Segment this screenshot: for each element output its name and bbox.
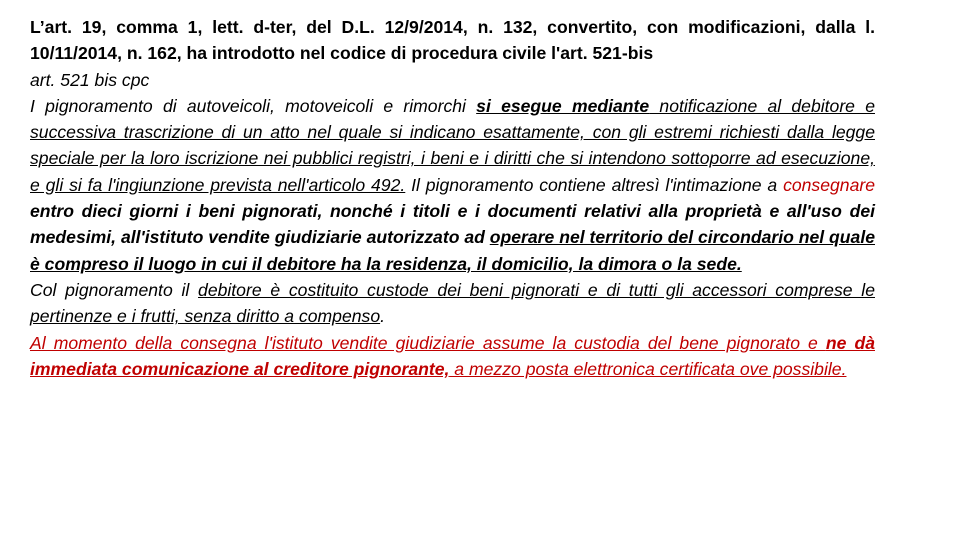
paragraph-intro: I pignoramento di autoveicoli, motoveicoli e rimorchi: [30, 95, 477, 116]
custode-underlined: debitore è costituito custode dei beni pignorati e di tutti gli accessori comprese le pertinenze e i frutti, senza diritto a compenso: [30, 279, 875, 327]
continuation-text: Il pignoramento contiene altresì l'intimazione a: [405, 174, 784, 195]
heading: L’art. 19, comma 1, lett. d-ter, del D.L. 12/9/2014, n. 132, convertito, con modificazioni, dalla l. 10/11/2014, n. 162, ha introdotto nel codice di procedura civile l'art. 521-bis: [30, 17, 875, 64]
paragraph-pignoramento: [30, 93, 875, 277]
keyword-consegnare: consegnare: [783, 174, 876, 195]
notification-text: notificazione al debitore e successiva trascrizione di un atto nel quale si indicano esattamente, con gli estremi richiesti dalla legge speciale per la loro iscrizione nei pubblici registri, i beni e i diritti che si intendono sottoporre ad esecuzione, e gli si fa l'ingiunzione prevista nell'articolo 492.: [30, 95, 875, 195]
bold-obligation-text: entro dieci giorni i beni pignorati, nonché i titoli e i documenti relativi alla proprietà e all'uso dei medesimi, all'istituto vendite giudiziarie autorizzato ad: [30, 201, 875, 248]
custode-intro: Col pignoramento il: [30, 279, 199, 300]
consegna-start: Al momento della consegna l'istituto vendite giudiziarie assume la custodia del bene pignorato e: [30, 332, 826, 353]
paragraph-custode: [30, 277, 875, 330]
consegna-end: a mezzo posta elettronica certificata ove possibile.: [449, 358, 847, 379]
consegna-bold: ne dà immediata comunicazione al creditore pignorante,: [30, 332, 875, 379]
paragraph-consegna: [30, 330, 875, 383]
emphasis-si-esegue: si esegue mediante: [476, 95, 650, 116]
custode-end: .: [380, 306, 385, 327]
subheading: art. 521 bis cpc: [30, 69, 150, 90]
text-block: [30, 14, 875, 382]
bold-underlined-territory-text: operare nel territorio del circondario nel quale è compreso il luogo in cui il debitore ha la residenza, il domicilio, la dimora o la sede.: [30, 227, 875, 274]
